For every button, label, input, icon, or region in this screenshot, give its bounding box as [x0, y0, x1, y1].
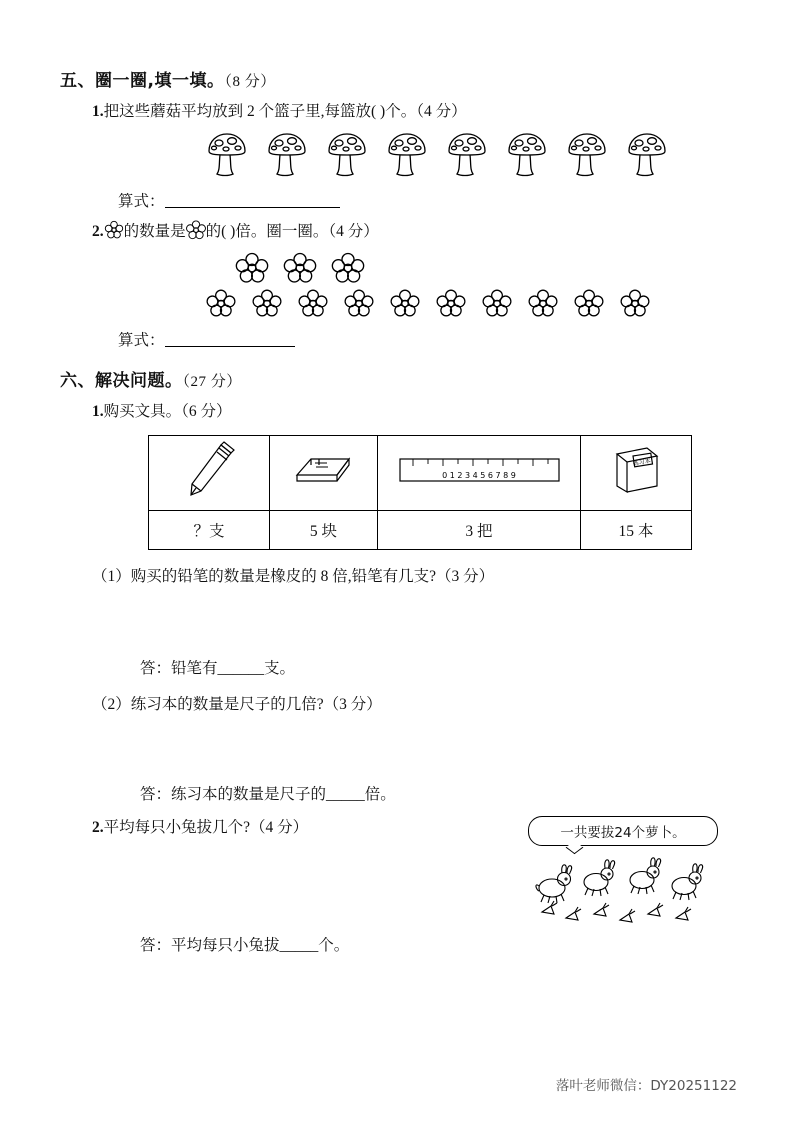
flower-big-icon [331, 252, 365, 284]
flower-small-icon [527, 288, 559, 318]
question-6-2-block [60, 816, 732, 955]
flower-small-icon [573, 288, 605, 318]
table-row-pictures [149, 435, 692, 510]
flower-small-icon [104, 220, 124, 240]
question-6-2-number: 2. [92, 818, 104, 836]
work-space-2[interactable] [60, 714, 732, 770]
work-space-1[interactable] [60, 586, 732, 644]
mushroom-icon [565, 129, 609, 179]
table-cell-notebook [581, 435, 692, 510]
part-1-label: （1）购买的铅笔的数量是橡皮的 8 倍,铅笔有几支? [92, 567, 437, 585]
speech-bubble: 一共要拔24个萝卜。 [528, 816, 718, 846]
question-5-2-text-after: 的( )倍。圈一圈。 [205, 223, 329, 241]
flower-big-icon [235, 252, 269, 284]
mushroom-icon [625, 129, 669, 179]
answer-line-1: 答：铅笔有______支。 [140, 659, 296, 677]
flower-small-icon [251, 288, 283, 318]
rabbits-icon [528, 854, 718, 934]
mushroom-icon [505, 129, 549, 179]
section-5-points: （8 分） [224, 74, 276, 90]
question-6-1-points: （6 分） [181, 402, 232, 420]
question-5-1 [60, 100, 732, 123]
table-cell-ruler [378, 435, 581, 510]
flower-rows [60, 252, 732, 318]
question-6-1 [60, 400, 732, 423]
table-cell-eraser-count: 5 块 [270, 510, 378, 549]
flower-small-icon [205, 288, 237, 318]
flower-big-icon [283, 252, 317, 284]
flower-row-bottom [60, 288, 732, 318]
mushroom-icon [325, 129, 369, 179]
question-6-1-number: 1. [92, 402, 104, 420]
question-5-1-number: 1. [92, 103, 104, 120]
part-2-points: （3 分） [323, 695, 382, 713]
notebook-icon [607, 442, 665, 498]
question-5-2-text-before: 的数量是 [123, 223, 186, 241]
mushroom-icon [265, 129, 309, 179]
mushroom-icon [445, 129, 489, 179]
mushroom-row [60, 129, 732, 179]
question-5-2-number: 2. [92, 223, 104, 241]
section-heading-5 [60, 66, 732, 91]
formula-label: 算式： [118, 331, 165, 349]
ruler-icon [397, 453, 562, 487]
stationery-table [148, 435, 692, 550]
answer-blank[interactable] [165, 330, 295, 347]
table-cell-pencil [149, 435, 270, 510]
notebook-label: 练习本 [632, 457, 652, 468]
flower-big-icon [186, 220, 206, 240]
question-6-1-part-2 [60, 692, 732, 714]
table-cell-pencil-count: ？支 [149, 510, 270, 549]
flower-small-icon [619, 288, 651, 318]
question-5-1-points: （4 分） [416, 103, 467, 120]
table-cell-eraser [270, 435, 378, 510]
answer-line-3: 答：平均每只小兔拔_____个。 [140, 937, 350, 954]
question-6-1-text: 购买文具。 [103, 402, 182, 420]
section-5-title: 五、圈一圈,填一填。 [60, 71, 225, 91]
section-heading-6 [60, 366, 732, 391]
flower-small-icon [435, 288, 467, 318]
flower-small-icon [343, 288, 375, 318]
ruler-numbers: 0 1 2 3 4 5 6 7 8 9 [441, 471, 516, 481]
rabbits-picture [528, 854, 718, 939]
flower-small-icon [297, 288, 329, 318]
section-6-title: 六、解决问题。 [60, 370, 183, 391]
section-6-points: （27 分） [182, 373, 242, 390]
question-6-1-part-1 [60, 564, 732, 586]
pencil-icon [179, 439, 239, 501]
rabbit-illustration [528, 816, 718, 939]
formula-line-5-2 [60, 328, 732, 350]
question-6-2-points: （4 分） [250, 818, 309, 836]
question-5-2-points: （4 分） [328, 223, 379, 241]
formula-label: 算式： [118, 193, 165, 211]
question-5-1-text: 把这些蘑菇平均放到 2 个篮子里,每篮放( )个。 [103, 103, 417, 120]
part-2-label: （2）练习本的数量是尺子的几倍? [92, 695, 324, 713]
eraser-icon [289, 447, 359, 493]
table-row-labels [149, 510, 692, 549]
stationery-table-wrap [60, 435, 732, 550]
flower-row-top [60, 252, 732, 284]
answer-blank[interactable] [165, 192, 340, 209]
question-6-2-text: 平均每只小兔拔几个? [103, 818, 251, 836]
mushroom-icon [385, 129, 429, 179]
watermark-text: 落叶老师微信：DY20251122 [555, 1078, 737, 1094]
flower-small-icon [481, 288, 513, 318]
part-1-points: （3 分） [436, 567, 495, 585]
formula-line-5-1 [60, 189, 732, 211]
table-cell-ruler-count: 3 把 [378, 510, 581, 549]
worksheet-content [60, 62, 732, 955]
flower-small-icon [389, 288, 421, 318]
mushroom-icon [205, 129, 249, 179]
question-5-2 [60, 220, 732, 243]
answer-line-2: 答：练习本的数量是尺子的_____倍。 [140, 785, 396, 803]
table-cell-notebook-count: 15 本 [581, 510, 692, 549]
